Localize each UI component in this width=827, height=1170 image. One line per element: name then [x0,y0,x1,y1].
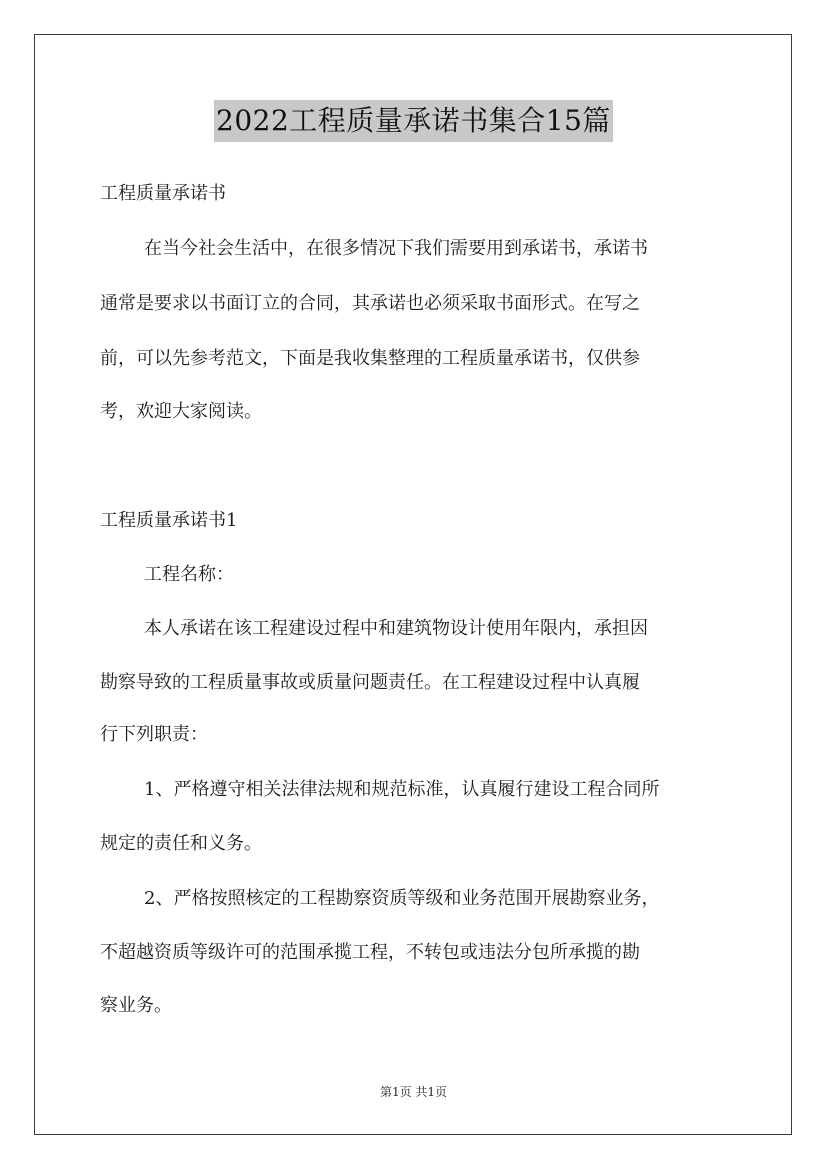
paragraph-line: 考，欢迎大家阅读。 [100,401,262,422]
paragraph-line: 规定的责任和义务。 [100,833,262,854]
paragraph-line: 不超越资质等级许可的范围承揽工程，不转包或违法分包所承揽的勘 [100,942,640,963]
section-heading: 工程质量承诺书1 [100,510,238,531]
page-footer: 第1页 共1页 [379,1085,448,1099]
section-heading: 工程质量承诺书 [100,183,226,204]
document-title: 2022工程质量承诺书集合15篇 [214,100,613,142]
paragraph-line: 本人承诺在该工程建设过程中和建筑物设计使用年限内，承担因 [144,618,648,639]
paragraph-line: 在当今社会生活中，在很多情况下我们需要用到承诺书，承诺书 [144,238,648,259]
paragraph-line: 2、严格按照核定的工程勘察资质等级和业务范围开展勘察业务， [144,888,660,909]
paragraph-line: 1、严格遵守相关法律法规和规范标准，认真履行建设工程合同所 [144,779,660,800]
paragraph-line: 通常是要求以书面订立的合同，其承诺也必须采取书面形式。在写之 [100,293,640,314]
paragraph-line: 行下列职责： [100,724,208,745]
title-container [0,100,827,142]
paragraph-line: 勘察导致的工程质量事故或质量问题责任。在工程建设过程中认真履 [100,672,640,693]
paragraph-line: 工程名称： [144,564,234,585]
paragraph-line: 前，可以先参考范文，下面是我收集整理的工程质量承诺书，仅供参 [100,348,640,369]
paragraph-line: 察业务。 [100,995,172,1016]
